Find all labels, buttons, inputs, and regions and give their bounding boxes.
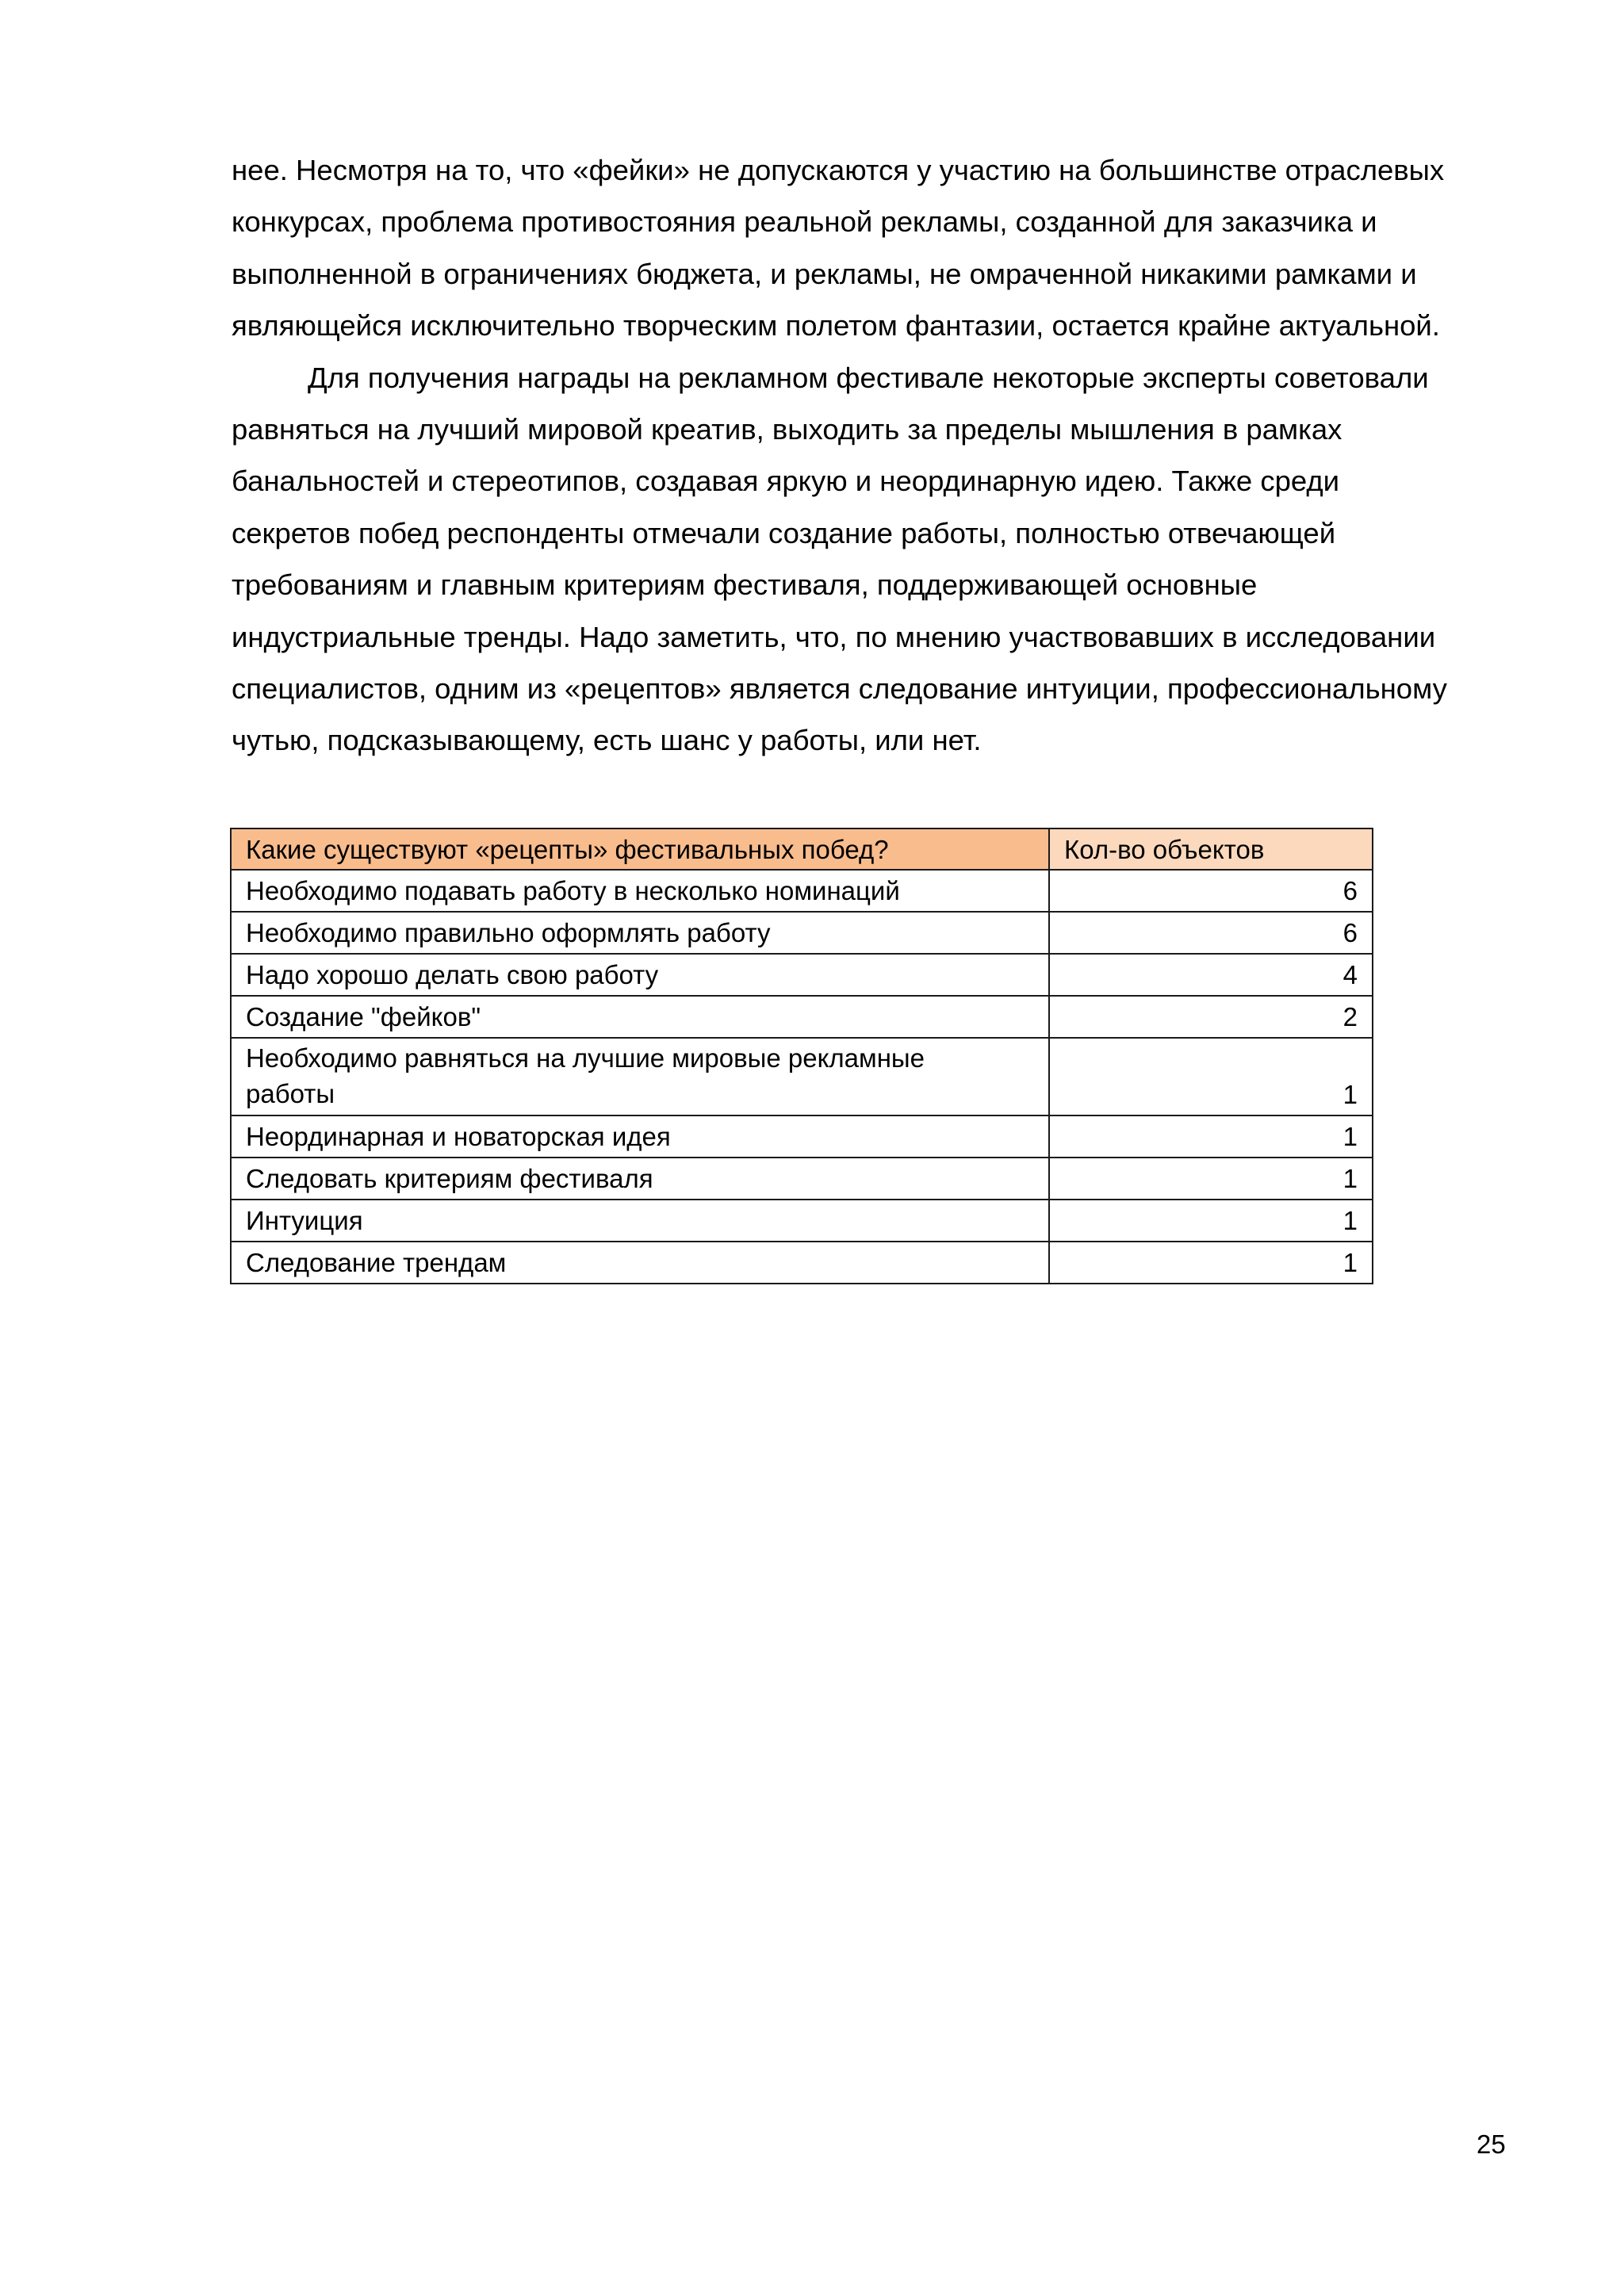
text-line: конкурсах, проблема противостояния реальной рекламы, созданной для заказчика и [232,205,1377,239]
text-line: банальностей и стереотипов, создавая яркую и неординарную идею. Также среди [232,465,1340,498]
text-line: чутью, подсказывающему, есть шанс у работы, или нет. [232,724,982,757]
row-label: Надо хорошо делать свою работу [231,954,1049,996]
table-row [231,1115,1373,1158]
row-label: Следование трендам [231,1242,1049,1284]
row-value: 1 [1049,1038,1373,1115]
row-value: 6 [1049,912,1373,954]
row-label: Интуиция [231,1200,1049,1242]
row-value: 1 [1049,1115,1373,1158]
text-line: специалистов, одним из «рецептов» является следование интуиции, профессиональному [232,672,1447,706]
text-line: нее. Несмотря на то, что «фейки» не допускаются у участию на большинстве отраслевых [232,154,1445,186]
page-number: 25 [1477,2130,1506,2159]
row-label: Неординарная и новаторская идея [231,1115,1049,1158]
row-value: 6 [1049,870,1373,912]
row-label: Создание "фейков" [231,996,1049,1038]
header-recipes: Какие существуют «рецепты» фестивальных побед? [231,828,1049,870]
table-row [231,870,1373,912]
table-row [231,996,1373,1038]
row-label-line: работы [246,1079,335,1108]
text-line: являющейся исключительно творческим полетом фантазии, остается крайне актуальной. [232,309,1440,342]
recipes-table-container [230,828,1372,1284]
recipes-table [230,828,1373,1284]
table-row [231,1038,1373,1115]
row-value: 1 [1049,1200,1373,1242]
row-label: Следовать критериям фестиваля [231,1158,1049,1200]
row-value: 2 [1049,996,1373,1038]
row-value: 1 [1049,1242,1373,1284]
text-line: требованиям и главным критериям фестиваля, поддерживающей основные [232,568,1258,602]
text-line: выполненной в ограничениях бюджета, и рекламы, не омраченной никакими рамками и [232,257,1417,290]
table-header-row [231,828,1373,870]
text-line: равняться на лучший мировой креатив, выходить за пределы мышления в рамках [232,413,1342,446]
body-text [232,144,1516,767]
row-label-line: Необходимо равняться на лучшие мировые рекламные [246,1043,925,1073]
table-row [231,1158,1373,1200]
table-row [231,954,1373,996]
paragraph-recipes [232,352,1516,767]
table-row [231,1200,1373,1242]
row-label: Необходимо правильно оформлять работу [231,912,1049,954]
paragraph-continued [232,144,1516,352]
row-label [231,1038,1049,1115]
text-line: секретов побед респонденты отмечали создание работы, полностью отвечающей [232,516,1336,549]
row-value: 1 [1049,1158,1373,1200]
row-value: 4 [1049,954,1373,996]
text-line: индустриальные тренды. Надо заметить, что, по мнению участвовавших в исследовании [232,620,1436,653]
text-line: Для получения награды на рекламном фестивале некоторые эксперты советовали [308,361,1429,394]
table-row [231,912,1373,954]
table-row [231,1242,1373,1284]
row-label: Необходимо подавать работу в несколько номинаций [231,870,1049,912]
header-count: Кол-во объектов [1049,828,1373,870]
